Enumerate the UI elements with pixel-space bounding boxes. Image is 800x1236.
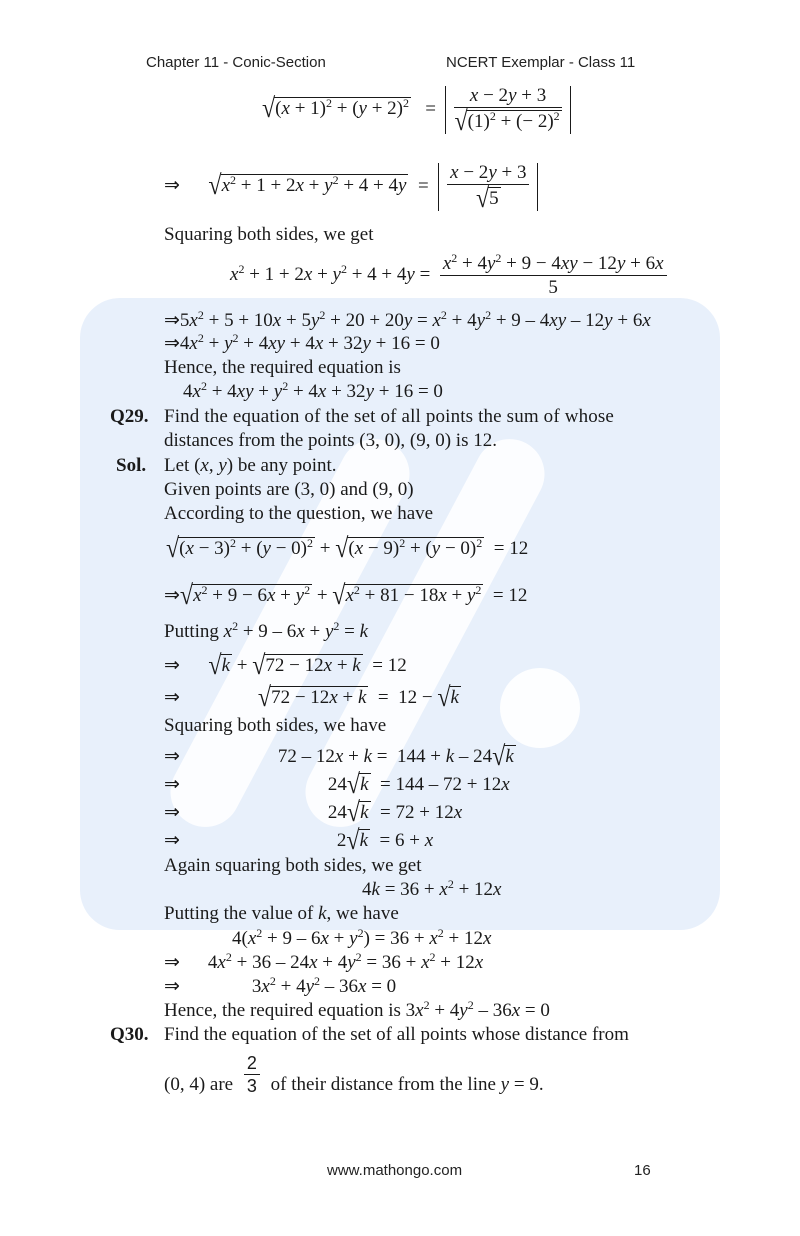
equation-q29-e4: ⇒ √k + √72 − 12x + k = 12 bbox=[164, 651, 407, 681]
equation-step-5: $\Rightarrow 4x^2 + y^2 + 4xy + 4x + 32y + 16 = 0$ bbox=[164, 331, 440, 354]
solution-line: Putting the value of k, we have bbox=[164, 903, 399, 924]
header-book-title: NCERT Exemplar - Class 11 bbox=[446, 54, 636, 71]
question-text-q29-line2: distances from the points (3, 0), (9, 0) is 12. bbox=[164, 430, 497, 451]
watermark-dot bbox=[500, 668, 580, 748]
equation-q29-e5: ⇒ √72 − 12x + k = 12 − √k bbox=[164, 683, 459, 713]
question-text-q29-line1: Find the equation of the set of all points the sum of whose bbox=[164, 406, 615, 427]
fraction-two-thirds: $\frac{2}{3}$ bbox=[244, 1054, 260, 1095]
equation-q29-e8: ⇒ 24√k = 72 + 12x bbox=[164, 798, 463, 828]
page-number: 16 bbox=[634, 1162, 651, 1179]
solution-line: According to the question, we have bbox=[164, 503, 434, 524]
text-squaring-both-sides: Squaring both sides, we get bbox=[164, 224, 374, 245]
q30-text-pre: (0, 4) are bbox=[164, 1074, 234, 1095]
equation-result-q28: $4x^2 + 4xy + y^2 + 4x + 32y + 16 = 0$ bbox=[183, 379, 443, 402]
question-text-q30-line1: Find the equation of the set of all points whose distance from bbox=[164, 1024, 629, 1045]
solution-line: Let (x, y) be any point. bbox=[164, 455, 337, 476]
equation-q29-e3: Putting $x^2 + 9 - 6x + y^2 = k$ bbox=[164, 619, 369, 642]
equation-q29-e1: $√(x - 3)^2 + (y - 0)^2 + √(x - 9)^2 + (y - 0)^2 = 12$ bbox=[166, 534, 529, 564]
equation-distance-equality: $√(x + 1)^2 + (y + 2)^2$ = $\frac{x - 2y + 3}{√(1)^2 + (- 2)^2}$ bbox=[262, 86, 571, 134]
equation-step-3: $x^2 + 1 + 2x + y^2 + 4 + 4y$ = $\frac{x^2 + 4y^2 + 9 - 4xy - 12y + 6x}{5}$ bbox=[230, 254, 667, 297]
question-text-q30-line2 bbox=[164, 1054, 544, 1095]
equation-step-4: $\Rightarrow 5x^2 + 5 + 10x + 5y^2 + 20 + 20y = x^2 + 4y^2 + 9 - 4xy - 12y + 6x$ bbox=[164, 308, 651, 331]
equation-q29-e2: $\Rightarrow√x^2 + 9 - 6x + y^2 + √x^2 + 81 - 18x + y^2 = 12$ bbox=[164, 581, 528, 611]
solution-line: Given points are (3, 0) and (9, 0) bbox=[164, 479, 414, 500]
equation-q29-e6: ⇒ 72 – 12x + k = 144 + k – 24√k bbox=[164, 742, 514, 772]
equation-q29-e12: ⇒ $4x^2 + 36 - 24x + 4y^2 = 36 + x^2 + 12x$ bbox=[164, 950, 484, 973]
header-chapter-title: Chapter 11 - Conic-Section bbox=[146, 54, 326, 71]
equation-step-2: ⇒ $√x^2 + 1 + 2x + y^2 + 4 + 4y$ = $\frac{x - 2y + 3}{√5}$ bbox=[164, 163, 538, 211]
equation-q29-e11: $4(x^2 + 9 - 6x + y^2) = 36 + x^2 + 12x$ bbox=[232, 926, 492, 949]
solution-conclusion-q29: Hence, the required equation is $3x^2 + 4y^2 - 36x = 0$ bbox=[164, 998, 550, 1021]
equation-q29-e9: ⇒ 2√k = 6 + x bbox=[164, 826, 434, 856]
equation-q29-e13: ⇒ $3x^2 + 4y^2 - 36x = 0$ bbox=[164, 974, 397, 997]
text-hence-required: Hence, the required equation is bbox=[164, 357, 401, 378]
footer-website: www.mathongo.com bbox=[327, 1162, 463, 1179]
question-label-q29: Q29. bbox=[110, 406, 149, 427]
solution-label-q29: Sol. bbox=[116, 455, 147, 476]
q30-text-post: of their distance from the line y = 9. bbox=[270, 1074, 544, 1095]
question-label-q30: Q30. bbox=[110, 1024, 149, 1045]
equation-q29-e10: $4k = 36 + x^2 + 12x$ bbox=[362, 877, 502, 900]
solution-line: Again squaring both sides, we get bbox=[164, 855, 422, 876]
equation-q29-e7: ⇒ 24√k = 144 – 72 + 12x bbox=[164, 770, 510, 800]
solution-line: Squaring both sides, we have bbox=[164, 715, 387, 736]
